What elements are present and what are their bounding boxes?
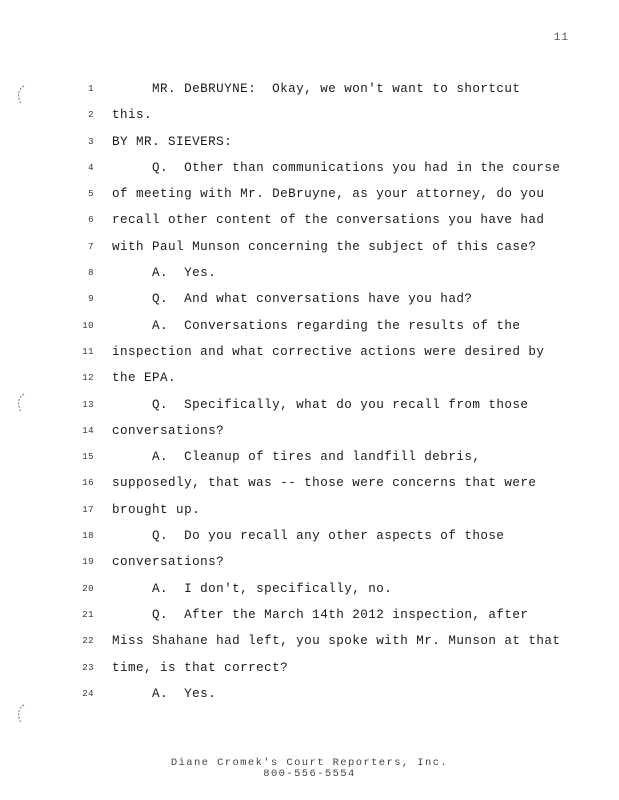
line-text: A. I don't, specifically, no. <box>112 581 393 596</box>
line-text: this. <box>112 108 153 123</box>
line-text: inspection and what corrective actions were desired by <box>112 344 545 359</box>
transcript-line <box>0 181 619 207</box>
line-text: BY MR. SIEVERS: <box>112 134 233 149</box>
transcript-line <box>0 418 619 444</box>
transcript-line <box>0 523 619 549</box>
line-number: 20 <box>82 583 94 594</box>
line-text: A. Conversations regarding the results of the <box>112 318 521 333</box>
line-number: 9 <box>88 294 94 305</box>
line-number: 1 <box>88 84 94 94</box>
transcript-lines <box>0 76 619 707</box>
transcript-line <box>0 129 619 155</box>
transcript-line <box>0 497 619 523</box>
line-number: 10 <box>82 320 94 331</box>
line-text: conversations? <box>112 555 225 570</box>
line-text: Q. Do you recall any other aspects of those <box>112 529 505 544</box>
transcript-line <box>0 76 619 102</box>
line-number: 14 <box>82 425 94 436</box>
footer-company: Diane Cromek's Court Reporters, Inc. <box>170 757 449 769</box>
line-text: Q. Other than communications you had in the course <box>112 160 561 175</box>
transcript-line <box>0 260 619 286</box>
line-number: 6 <box>88 215 94 226</box>
transcript-line <box>0 602 619 628</box>
line-text: Q. After the March 14th 2012 inspection, after <box>112 607 529 622</box>
line-number: 21 <box>82 609 94 620</box>
line-text: Q. Specifically, what do you recall from those <box>112 397 529 412</box>
line-text: MR. DeBRUYNE: Okay, we won't want to shortcut <box>112 82 521 96</box>
line-number: 13 <box>82 399 94 410</box>
transcript-line <box>0 444 619 470</box>
transcript-line <box>0 576 619 602</box>
transcript-line <box>0 681 619 707</box>
transcript-line <box>0 365 619 391</box>
transcript-line <box>0 628 619 654</box>
transcript-line <box>0 655 619 681</box>
line-text: of meeting with Mr. DeBruyne, as your attorney, do you <box>112 187 545 202</box>
line-text: A. Yes. <box>112 686 217 701</box>
line-text: A. Yes. <box>112 266 217 281</box>
transcript-line <box>0 470 619 496</box>
line-number: 24 <box>82 688 94 699</box>
line-text: A. Cleanup of tires and landfill debris, <box>112 450 481 465</box>
line-number: 16 <box>82 478 94 489</box>
line-number: 7 <box>88 241 94 252</box>
line-number: 11 <box>82 346 94 357</box>
line-number: 15 <box>82 452 94 463</box>
line-text: brought up. <box>112 502 201 517</box>
transcript-line <box>0 207 619 233</box>
line-number: 22 <box>82 636 94 647</box>
line-text: conversations? <box>112 423 225 438</box>
footer-phone: 800-556-5554 <box>263 768 356 780</box>
line-text: with Paul Munson concerning the subject of this case? <box>112 239 537 254</box>
line-number: 19 <box>82 557 94 568</box>
line-text: recall other content of the conversations you have had <box>112 213 545 228</box>
line-text: Miss Shahane had left, you spoke with Mr. Munson at that <box>112 634 561 649</box>
line-number: 5 <box>88 189 94 200</box>
line-text: the EPA. <box>112 371 177 386</box>
line-number: 18 <box>82 531 94 542</box>
line-number: 17 <box>82 504 94 515</box>
line-number: 8 <box>88 268 94 279</box>
line-number: 23 <box>82 662 94 673</box>
transcript-line <box>0 234 619 260</box>
line-number: 12 <box>82 373 94 384</box>
transcript-line <box>0 313 619 339</box>
transcript-line <box>0 102 619 128</box>
transcript-line <box>0 286 619 312</box>
line-text: Q. And what conversations have you had? <box>112 292 473 307</box>
line-number: 2 <box>88 110 94 121</box>
page-number: 11 <box>553 32 569 44</box>
transcript-line <box>0 392 619 418</box>
line-text: time, is that correct? <box>112 660 289 675</box>
transcript-line <box>0 549 619 575</box>
line-text: supposedly, that was -- those were concerns that were <box>112 476 537 491</box>
line-number: 3 <box>88 136 94 147</box>
line-number: 4 <box>88 162 94 173</box>
transcript-line <box>0 155 619 181</box>
transcript-line <box>0 339 619 365</box>
